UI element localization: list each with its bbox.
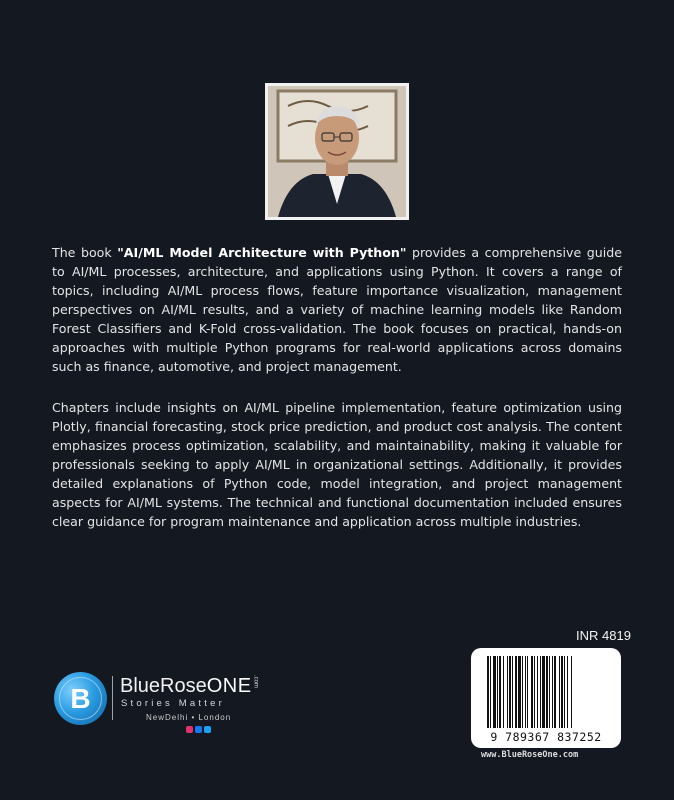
isbn-barcode [471, 648, 621, 748]
publisher-locations: NewDelhi • London [146, 713, 232, 722]
twitter-icon [204, 726, 211, 733]
instagram-icon [186, 726, 193, 733]
description-paragraph-1: The book "AI/ML Model Architecture with Python" provides a comprehensive guide to AI/ML processes, architecture, and applications using Python. It covers a range of topics, including AI/ML process flows, feature importance visualization, management perspectives on AI/ML results, and a variety of machine learning models like Random Forest Classifiers and K-Fold cross-validation. The book focuses on practical, hands-on approaches with multiple Python programs for real-world applications across domains such as finance, automotive, and project management. [52, 245, 622, 374]
price-label: INR 4819 [576, 628, 631, 643]
logo-divider [112, 676, 113, 720]
social-icons [186, 726, 211, 733]
svg-text:B: B [70, 683, 91, 714]
isbn-number: 9 789367 837252 [490, 730, 602, 744]
website-url: www.BlueRoseOne.com [481, 750, 579, 760]
author-photo [265, 83, 409, 220]
publisher-logo-icon [54, 672, 107, 725]
description-paragraph-2: Chapters include insights on AI/ML pipeline implementation, feature optimization using Plotly, financial forecasting, stock price prediction, and product cost analysis. The content emphasizes process optimization, scalability, and maintainability, making it valuable for professionals seeking to apply AI/ML in organizational settings. Additionally, it provides detailed explanations of Python code, model integration, and project management aspects for AI/ML systems. The technical and functional documentation included ensures clear guidance for program maintenance and application across multiple industries. [52, 400, 622, 529]
book-title: "AI/ML Model Architecture with Python" [117, 245, 407, 260]
publisher-brand: BlueRoseONE.com [120, 675, 259, 697]
facebook-icon [195, 726, 202, 733]
publisher-tagline: Stories Matter [121, 698, 225, 709]
